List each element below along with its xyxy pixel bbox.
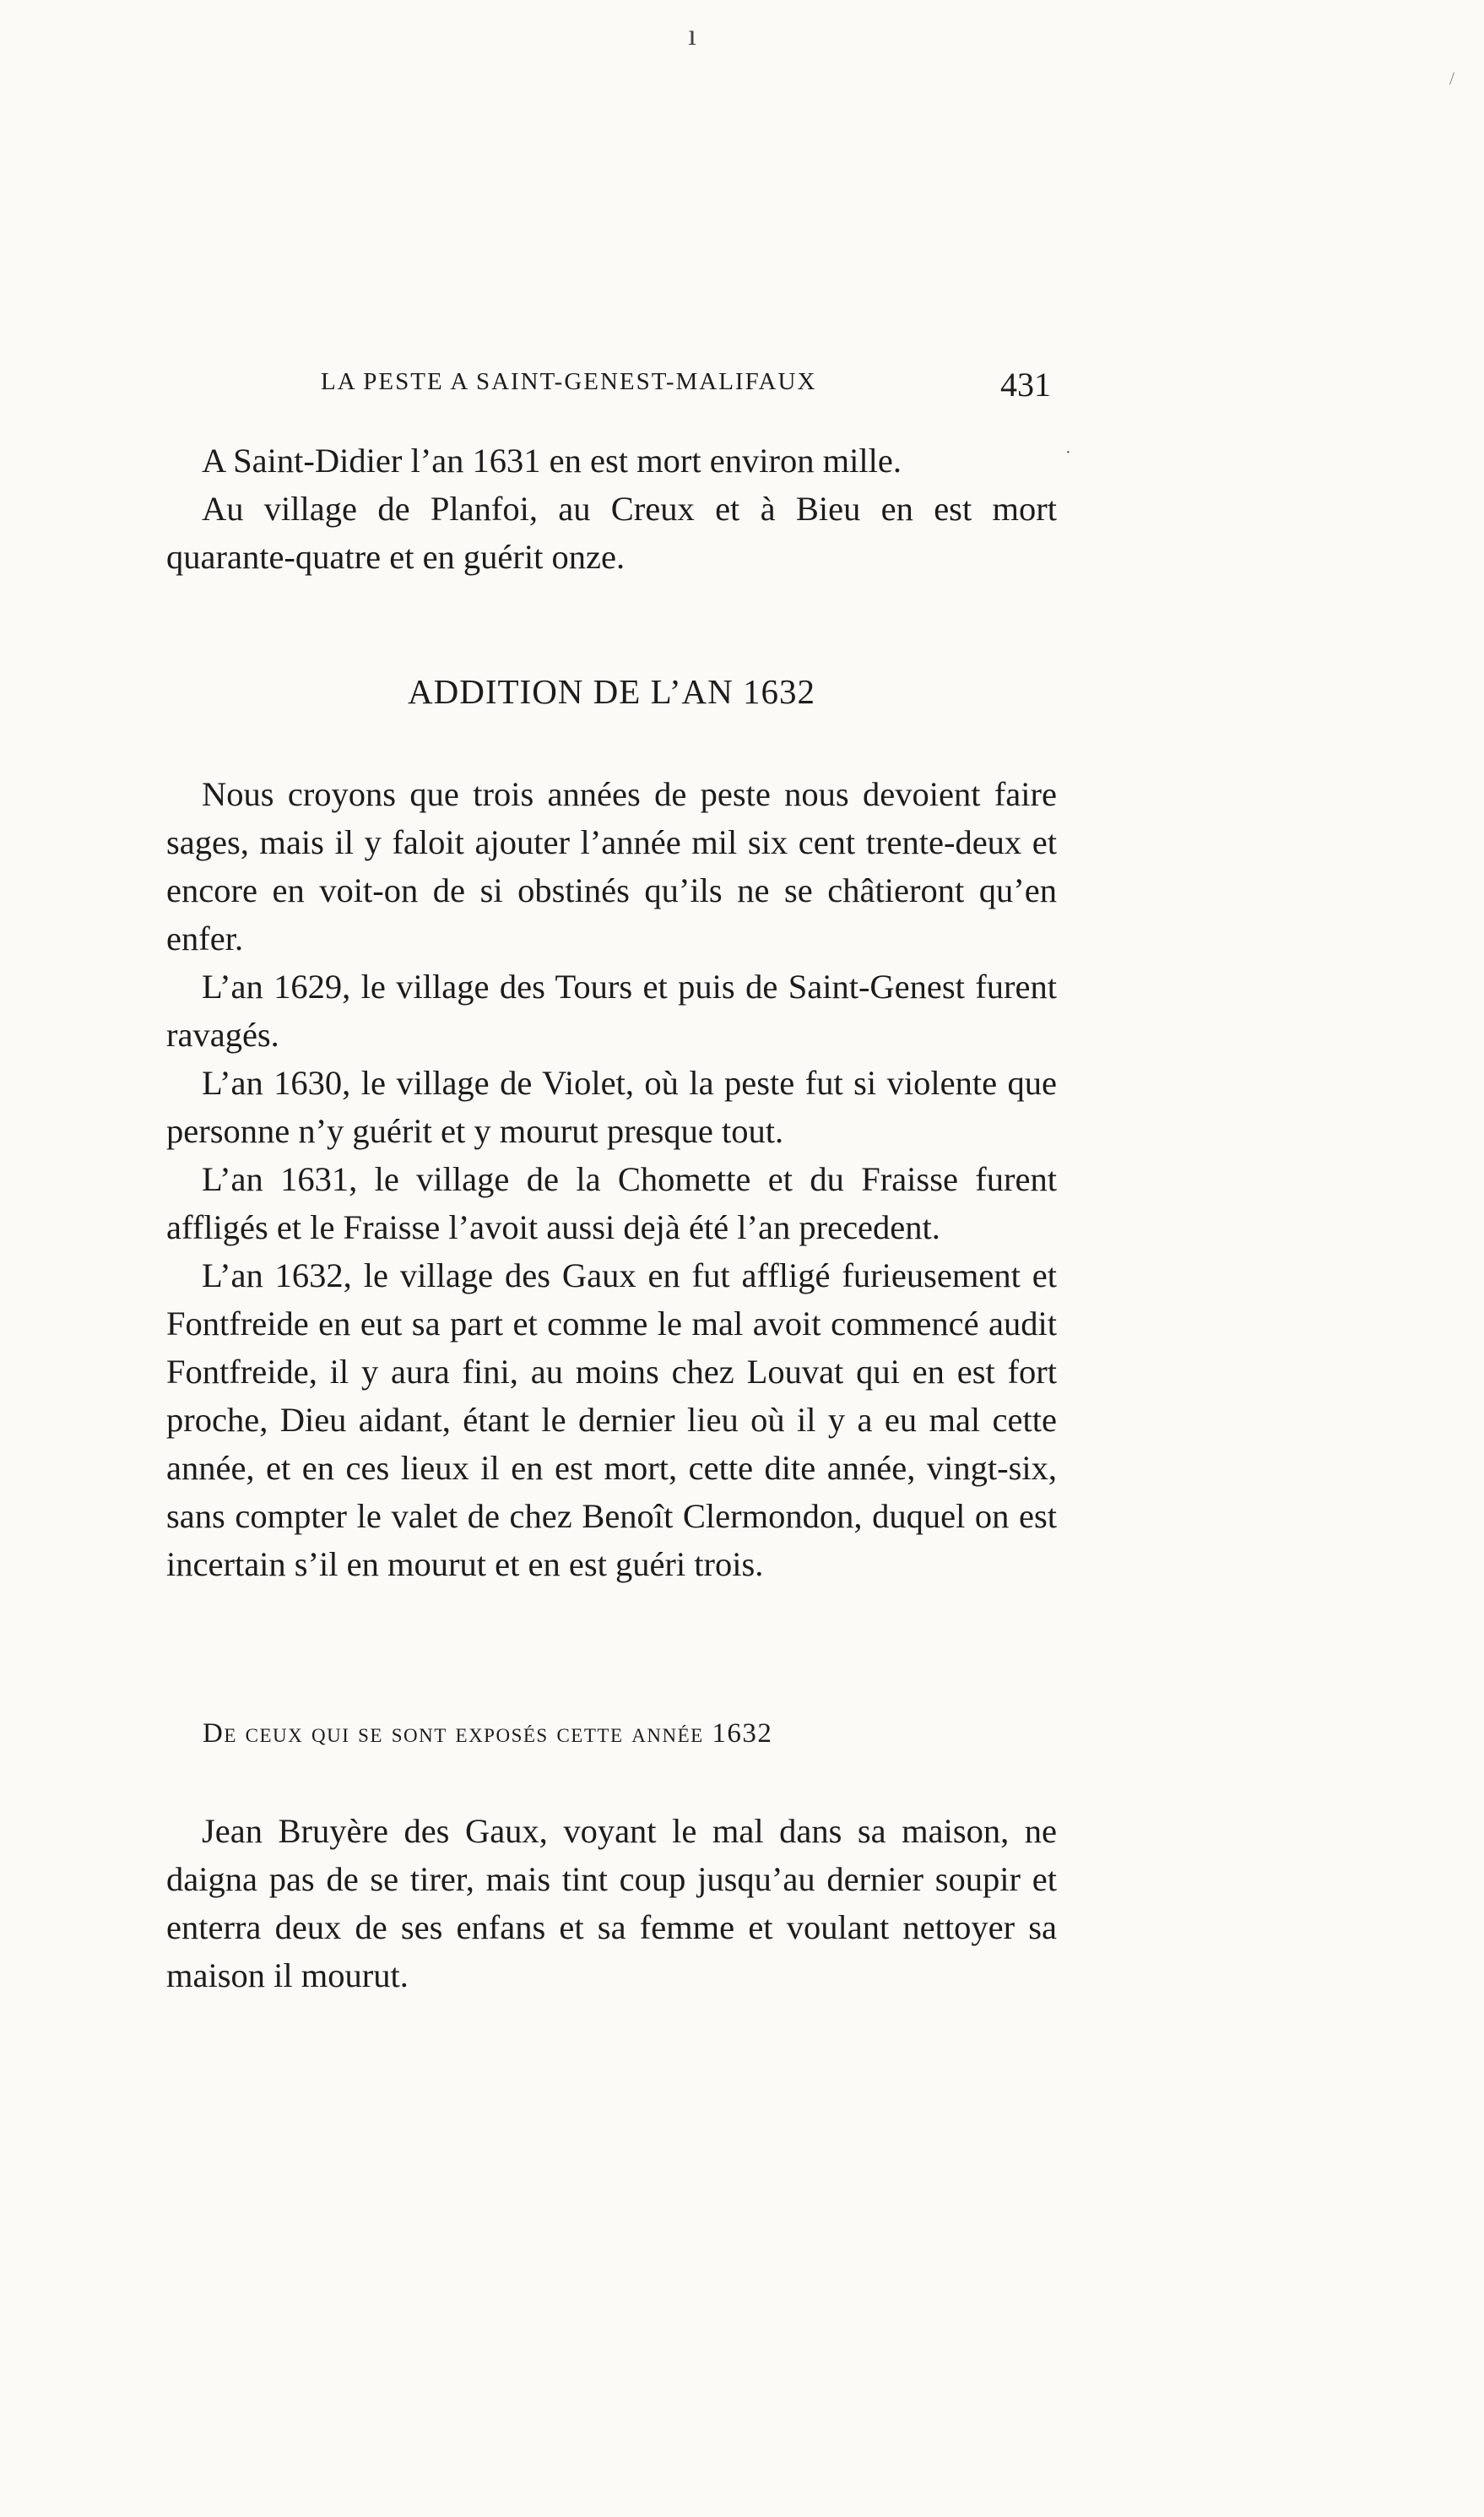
opening-block <box>166 437 1057 581</box>
scan-speck: / <box>1449 68 1455 89</box>
paragraph: Nous croyons que trois années de peste nous devoient faire sages, mais il y faloit ajouter l’année mil six cent trente-deux et encore en voit-on de si obstinés qu’ils ne se châtieront qu’en enfer. <box>166 775 1057 957</box>
running-header: LA PESTE A SAINT-GENEST-MALIFAUX <box>321 368 817 395</box>
paragraph: L’an 1630, le village de Violet, où la peste fut si violente que personne n’y guérit et y mourut presque tout. <box>166 1064 1057 1150</box>
paragraph: L’an 1632, le village des Gaux en fut affligé furieusement et Fontfreide en eut sa part et comme le mal avoit commencé audit Fontfreide, il y aura fini, au moins chez Louvat qui en est fort proche, Dieu aidant, étant le dernier lieu où il y a eu mal cette année, et en ces lieux il en est mort, cette dite année, vingt-six, sans compter le valet de chez Benoît Clermondon, duquel on est incertain s’il en mourut et en est guéri trois. <box>166 1256 1057 1583</box>
paragraph: Jean Bruyère des Gaux, voyant le mal dans sa maison, ne daigna pas de se tirer, mais tint coup jusqu’au dernier soupir et enterra deux de ses enfans et sa femme et voulant nettoyer sa maison il mourut. <box>166 1812 1057 1994</box>
paragraph: A Saint-Didier l’an 1631 en est mort environ mille. <box>202 442 902 480</box>
subsection-heading: De ceux qui se sont exposés cette année 1632 <box>203 1718 773 1749</box>
section-body <box>166 770 1057 1588</box>
scan-speck: · <box>1065 443 1071 462</box>
section-heading: ADDITION DE L’AN 1632 <box>408 672 815 711</box>
subsection-body <box>166 1807 1057 1999</box>
paragraph: L’an 1631, le village de la Chomette et du Fraisse furent affligés et le Fraisse l’avoit aussi dejà été l’an precedent. <box>166 1160 1057 1246</box>
paragraph: L’an 1629, le village des Tours et puis de Saint-Genest furent ravagés. <box>166 968 1057 1054</box>
page-number: 431 <box>1000 366 1051 404</box>
paragraph: Au village de Planfoi, au Creux et à Bieu en est mort quarante-quatre et en guérit onze. <box>166 490 1057 576</box>
scan-speck: ı <box>688 18 697 52</box>
